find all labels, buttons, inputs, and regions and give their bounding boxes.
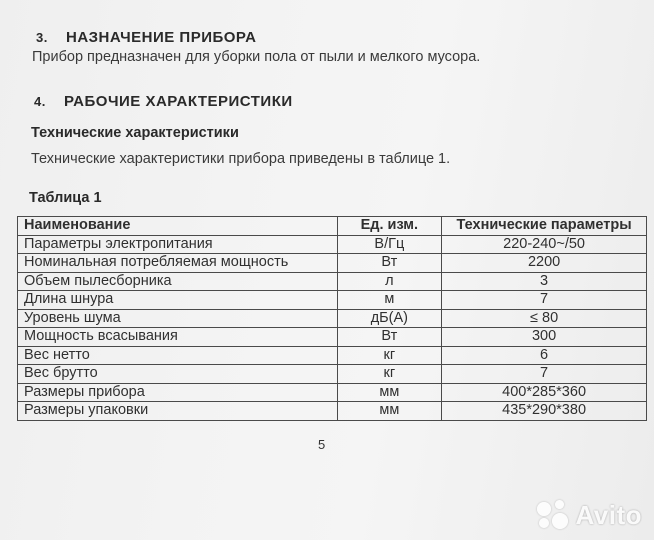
table-row — [18, 346, 647, 365]
table-row — [18, 383, 647, 402]
cell-name: Уровень шума — [18, 309, 338, 328]
cell-value: 6 — [442, 346, 647, 365]
section-3-number: 3. — [36, 30, 48, 45]
cell-value: 7 — [442, 291, 647, 310]
header-params: Технические параметры — [442, 217, 647, 236]
cell-name: Вес нетто — [18, 346, 338, 365]
table-header-row — [18, 217, 647, 236]
cell-name: Параметры электропитания — [18, 235, 338, 254]
avito-wordmark: Avito — [575, 499, 642, 530]
cell-unit: мм — [337, 383, 442, 402]
cell-value: ≤ 80 — [442, 309, 647, 328]
cell-value: 7 — [442, 365, 647, 384]
cell-name: Номинальная потребляемая мощность — [18, 254, 338, 273]
table-row — [18, 254, 647, 273]
page-number: 5 — [318, 437, 326, 452]
section-3-title: НАЗНАЧЕНИЕ ПРИБОРА — [66, 29, 257, 46]
cell-value: 400*285*360 — [442, 383, 647, 402]
section-3-heading — [36, 29, 256, 46]
section-4-heading — [34, 93, 293, 110]
cell-value: 435*290*380 — [442, 402, 647, 421]
table-row — [18, 272, 647, 291]
tech-heading: Технические характеристики — [31, 125, 239, 141]
cell-name: Длина шнура — [18, 291, 338, 310]
table-row — [18, 309, 647, 328]
cell-unit: Вт — [337, 328, 442, 347]
spec-table — [17, 216, 647, 421]
cell-name: Мощность всасывания — [18, 328, 338, 347]
table-row — [18, 291, 647, 310]
section-4-title: РАБОЧИЕ ХАРАКТЕРИСТИКИ — [64, 93, 293, 110]
cell-unit: л — [337, 272, 442, 291]
table-caption: Таблица 1 — [29, 190, 102, 206]
cell-value: 220-240~/50 — [442, 235, 647, 254]
cell-unit: дБ(А) — [337, 309, 442, 328]
cell-unit: мм — [337, 402, 442, 421]
cell-value: 3 — [442, 272, 647, 291]
cell-unit: Вт — [337, 254, 442, 273]
cell-value: 2200 — [442, 254, 647, 273]
header-name: Наименование — [18, 217, 338, 236]
cell-name: Размеры упаковки — [18, 402, 338, 421]
header-unit: Ед. изм. — [337, 217, 442, 236]
avito-dots-icon — [535, 498, 569, 532]
avito-watermark — [535, 498, 642, 532]
cell-unit: кг — [337, 365, 442, 384]
cell-unit: м — [337, 291, 442, 310]
cell-unit: В/Гц — [337, 235, 442, 254]
table-row — [18, 328, 647, 347]
section-4-number: 4. — [34, 94, 46, 109]
table-row — [18, 402, 647, 421]
tech-intro-text: Технические характеристики прибора приведены в таблице 1. — [31, 151, 451, 167]
cell-value: 300 — [442, 328, 647, 347]
table-row — [18, 235, 647, 254]
table-row — [18, 365, 647, 384]
cell-name: Размеры прибора — [18, 383, 338, 402]
purpose-text: Прибор предназначен для уборки пола от пыли и мелкого мусора. — [32, 49, 481, 65]
cell-name: Вес брутто — [18, 365, 338, 384]
cell-unit: кг — [337, 346, 442, 365]
cell-name: Объем пылесборника — [18, 272, 338, 291]
